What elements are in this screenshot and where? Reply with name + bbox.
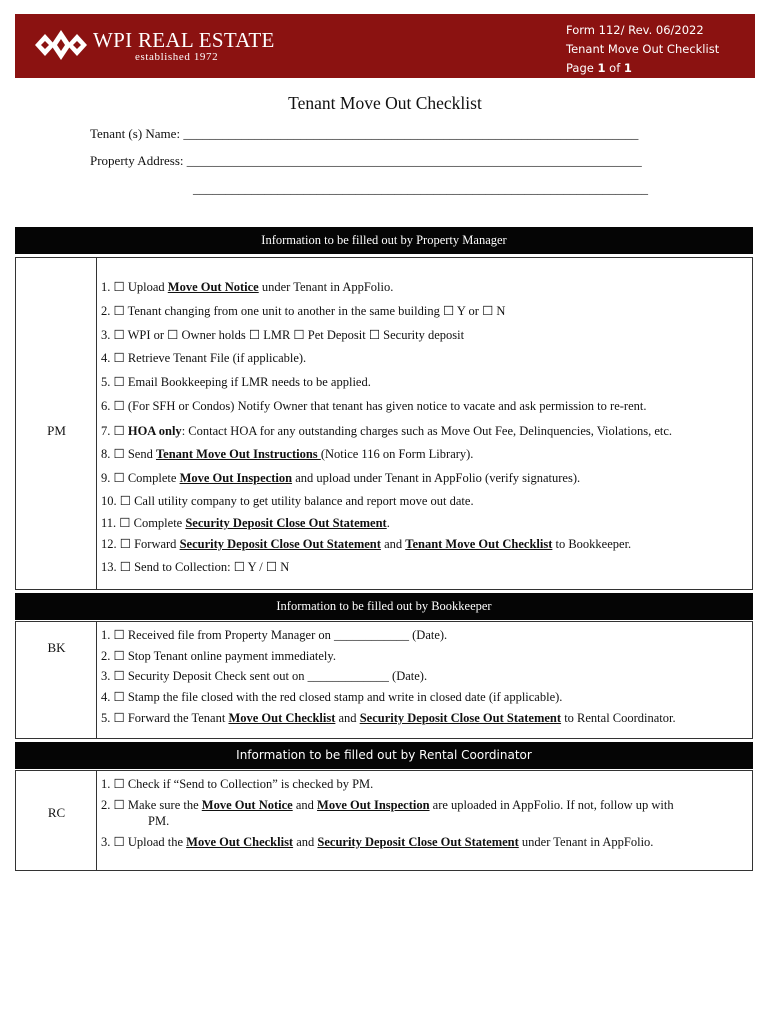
pm-checklist-item[interactable] [101, 515, 390, 531]
pm-checklist-item[interactable] [101, 279, 393, 295]
rc-role-label: RC [47, 805, 66, 820]
item-text: to Bookkeeper. [552, 537, 632, 551]
document-reference: Move Out Checklist [186, 835, 294, 849]
property-address-field-line2[interactable] [193, 181, 648, 197]
pm-role-label: PM [47, 423, 66, 438]
rc-checklist-item[interactable] [101, 797, 674, 813]
pm-checklist-item[interactable] [101, 350, 306, 366]
document-reference: Move Out Inspection [179, 471, 293, 485]
pm-checklist-item[interactable] [101, 423, 672, 439]
item-text: 4. ☐ Stamp the file closed with the red closed stamp and write in closed date (if applicable). [101, 690, 563, 704]
item-text: 6. ☐ (For SFH or Condos) Notify Owner that tenant has given notice to vacate and ask permission to re-rent. [101, 399, 647, 413]
bk-role-label: BK [47, 640, 66, 655]
document-reference: Security Deposit Close Out Statement [185, 516, 387, 530]
tenant-name-label: Tenant (s) Name: [90, 126, 181, 141]
item-text: 11. ☐ Complete [101, 516, 186, 530]
document-reference: Security Deposit Close Out Statement [359, 711, 562, 725]
item-text: (Notice 116 on Form Library). [320, 447, 474, 461]
item-text: and [292, 798, 318, 812]
item-text: under Tenant in AppFolio. [258, 280, 394, 294]
pm-checklist-item[interactable] [101, 493, 474, 509]
item-text: under Tenant in AppFolio. [518, 835, 654, 849]
document-reference: Move Out Inspection [317, 798, 430, 812]
bold-text: HOA only [127, 424, 182, 438]
property-address-label: Property Address: [90, 153, 184, 168]
tenant-name-line[interactable]: ______________________________________________________________________ [183, 126, 639, 141]
item-text: 10. ☐ Call utility company to get utility balance and report move out date. [101, 494, 474, 508]
bk-section-heading: Information to be filled out by Bookkeeper [15, 593, 753, 620]
bk-checklist-item[interactable] [101, 627, 447, 643]
item-text: PM. [148, 814, 170, 828]
rc-checklist-item[interactable] [148, 814, 169, 829]
item-text: 5. ☐ Email Bookkeeping if LMR needs to be applied. [101, 375, 371, 389]
page-indicator [566, 59, 719, 78]
pm-checklist-item[interactable] [101, 374, 371, 390]
pm-checklist-item[interactable] [101, 536, 631, 552]
brand-tagline: established 1972 [135, 51, 219, 63]
item-text: 1. ☐ Check if “Send to Collection” is checked by PM. [101, 777, 374, 791]
item-text: 8. ☐ Send [101, 447, 156, 461]
pm-checklist-item[interactable] [101, 559, 289, 575]
item-text: 7. ☐ [101, 424, 128, 438]
document-reference: Move Out Notice [201, 798, 293, 812]
tenant-name-field[interactable] [90, 126, 638, 142]
item-text: 2. ☐ Make sure the [101, 798, 202, 812]
pm-checklist-item[interactable] [101, 327, 464, 343]
item-text: and [380, 537, 406, 551]
item-text: 3. ☐ Upload the [101, 835, 187, 849]
item-text: are uploaded in AppFolio. If not, follow up with [429, 798, 674, 812]
document-reference: Tenant Move Out Instructions [155, 447, 321, 461]
item-text: 4. ☐ Retrieve Tenant File (if applicable). [101, 351, 307, 365]
bk-checklist-item[interactable] [101, 710, 676, 726]
rc-checklist-item[interactable] [101, 834, 653, 850]
item-text: . [386, 516, 390, 530]
item-text: 13. ☐ Send to Collection: ☐ Y / ☐ N [101, 560, 290, 574]
document-reference: Security Deposit Close Out Statement [179, 537, 381, 551]
item-text: 5. ☐ Forward the Tenant [101, 711, 229, 725]
item-text: and upload under Tenant in AppFolio (verify signatures). [292, 471, 581, 485]
property-address-line2[interactable]: ______________________________________________________________________ [193, 181, 648, 196]
form-meta [566, 21, 719, 78]
pm-checklist-item[interactable] [101, 303, 505, 319]
form-title: Tenant Move Out Checklist [566, 42, 720, 56]
page-title: Tenant Move Out Checklist [288, 93, 482, 113]
item-text: 3. ☐ WPI or ☐ Owner holds ☐ LMR ☐ Pet Deposit ☐ Security deposit [101, 328, 465, 342]
document-reference: Move Out Notice [167, 280, 259, 294]
brand-name: WPI REAL ESTATE [93, 28, 275, 52]
property-address-field[interactable] [90, 153, 642, 169]
bk-checklist-item[interactable] [101, 668, 427, 684]
document-reference: Move Out Checklist [228, 711, 336, 725]
pm-checklist-item[interactable] [101, 398, 646, 414]
item-text: 9. ☐ Complete [101, 471, 180, 485]
wpi-logo-icon [33, 24, 89, 66]
page-total: 1 [623, 61, 632, 75]
item-text: to Rental Coordinator. [561, 711, 676, 725]
rc-checklist-item[interactable] [101, 776, 373, 792]
header-banner [15, 14, 755, 78]
pm-checklist-item[interactable] [101, 446, 473, 462]
item-text: and [335, 711, 360, 725]
item-text: 12. ☐ Forward [101, 537, 180, 551]
form-number: Form 112/ Rev. 06/2022 [566, 23, 704, 37]
item-text: 2. ☐ Tenant changing from one unit to another in the same building ☐ Y or ☐ N [101, 304, 506, 318]
document-reference: Security Deposit Close Out Statement [317, 835, 519, 849]
pm-section-heading: Information to be filled out by Property Manager [15, 227, 753, 254]
page-label: Page [566, 61, 594, 75]
bk-checklist-item[interactable] [101, 648, 336, 664]
item-text: 2. ☐ Stop Tenant online payment immediately. [101, 649, 336, 663]
item-text: and [293, 835, 318, 849]
page-current: 1 [597, 61, 606, 75]
property-address-line[interactable]: ______________________________________________________________________ [186, 153, 642, 168]
item-text: 1. ☐ Upload [101, 280, 168, 294]
page-of: of [609, 61, 621, 75]
item-text: : Contact HOA for any outstanding charges such as Move Out Fee, Delinquencies, Violations, etc. [181, 424, 673, 438]
pm-checklist-item[interactable] [101, 470, 580, 486]
item-text: 1. ☐ Received file from Property Manager on ____________ (Date). [101, 628, 448, 642]
item-text: 3. ☐ Security Deposit Check sent out on _____________ (Date). [101, 669, 428, 683]
bk-checklist-item[interactable] [101, 689, 562, 705]
rc-section-heading: Information to be filled out by Rental Coordinator [15, 742, 753, 769]
document-reference: Tenant Move Out Checklist [405, 537, 553, 551]
